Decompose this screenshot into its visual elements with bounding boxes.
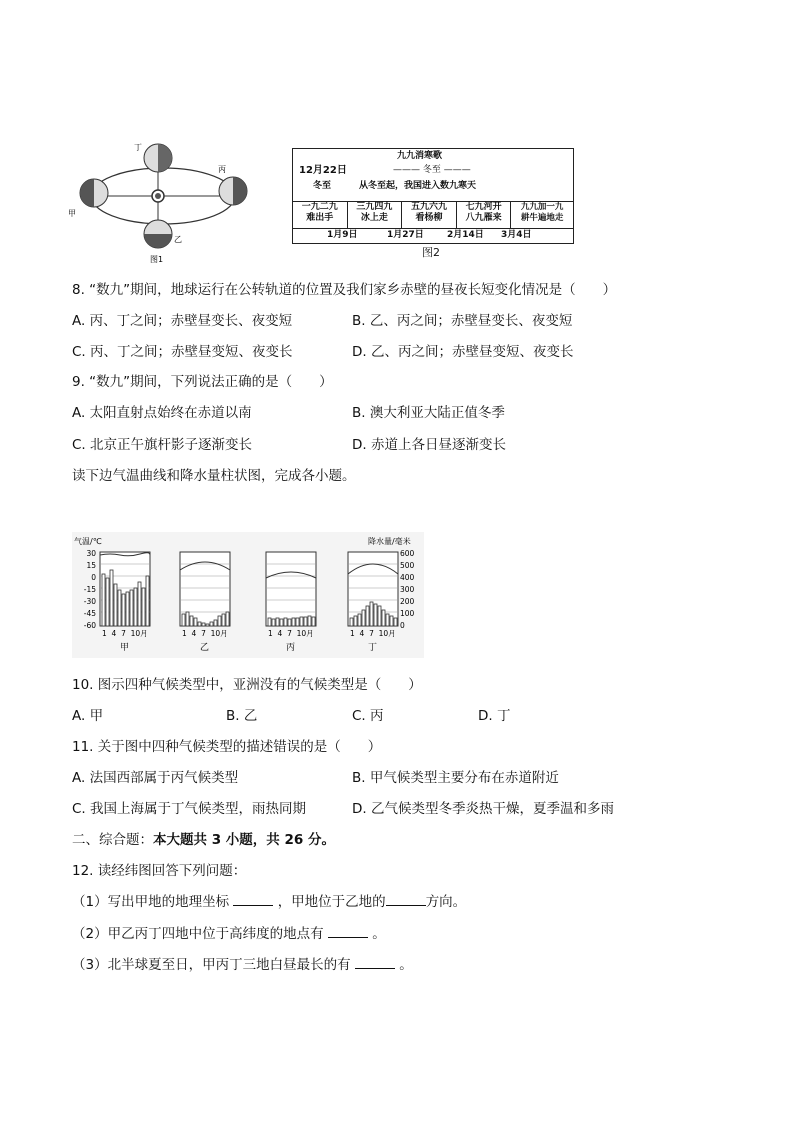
fig2-cell-1 — [348, 202, 403, 228]
month-tick-ding: 1 4 7 10月 — [350, 629, 396, 638]
q8-stem: 8. “数九”期间，地球运行在公转轨道的位置及我们家乡赤壁的昼夜长短变化情况是（ ） — [72, 282, 617, 298]
temp-tick: -15 — [83, 585, 96, 594]
fig2-title: 九九消寒歌 — [397, 151, 443, 161]
month-tick-yi: 1 4 7 10月 — [182, 629, 228, 638]
cell-line2: 冰上走 — [360, 213, 388, 223]
precip-axis-label: 降水量/毫米 — [368, 537, 411, 546]
q12-sub2 — [72, 925, 386, 943]
q8-option-c[interactable]: C. 丙、丁之间；赤壁昼变短、夜变长 — [72, 344, 293, 360]
fig2-solstice-line: ——— 冬至 ——— — [393, 165, 471, 175]
precip-tick: 100 — [400, 609, 415, 618]
earth-bing-icon — [219, 177, 247, 205]
section2-prefix: 二、综合题： — [72, 832, 153, 848]
fig2-cell-0 — [293, 202, 348, 228]
cell-line2: 八九雁来 — [465, 213, 502, 223]
cell-line1: 七九河开 — [465, 202, 502, 212]
panel-label-jia: 甲 — [120, 643, 130, 653]
q10-option-d[interactable]: D. 丁 — [478, 708, 511, 724]
precip-tick: 600 — [400, 549, 415, 558]
q11-option-a[interactable]: A. 法国西部属于丙气候类型 — [72, 770, 239, 786]
answer-blank-direction[interactable] — [386, 893, 426, 906]
fig2-cell-4 — [511, 202, 573, 228]
q12-s2-part1: （2）甲乙丙丁四地中位于高纬度的地点有 — [72, 926, 324, 942]
earth-ding-icon — [144, 144, 172, 172]
month-tick-bing: 1 4 7 10月 — [268, 629, 314, 638]
fig2-cell-3 — [457, 202, 512, 228]
q12-s3-part1: （3）北半球夏至日，甲丙丁三地白昼最长的有 — [72, 957, 351, 973]
cell-line1: 五九六九 — [410, 202, 447, 212]
precip-tick: 300 — [400, 585, 415, 594]
label-yi: 乙 — [174, 235, 182, 244]
orbit-figure — [68, 136, 268, 266]
label-jia: 甲 — [68, 209, 76, 218]
q12-stem: 12. 读经纬图回答下列问题： — [72, 863, 247, 879]
fig2-date-3: 3月4日 — [501, 230, 532, 240]
fig2-cells — [293, 201, 573, 229]
answer-blank-coordinate[interactable] — [233, 893, 273, 906]
q11-option-b[interactable]: B. 甲气候类型主要分布在赤道附近 — [352, 770, 559, 786]
q10-stem: 10. 图示四种气候类型中，亚洲没有的气候类型是（ ） — [72, 677, 422, 693]
cell-line1: 三九四九 — [356, 202, 393, 212]
q11-option-c[interactable]: C. 我国上海属于丁气候类型，雨热同期 — [72, 801, 307, 817]
precip-tick: 0 — [400, 621, 405, 630]
q9-option-a[interactable]: A. 太阳直射点始终在赤道以南 — [72, 405, 252, 421]
precip-tick: 500 — [400, 561, 415, 570]
cell-line1: 九九加一九 — [520, 202, 564, 212]
label-ding: 丁 — [134, 143, 142, 152]
q8-option-a[interactable]: A. 丙、丁之间；赤壁昼变长、夜变短 — [72, 313, 293, 329]
q9-stem: 9. “数九”期间，下列说法正确的是（ ） — [72, 374, 333, 390]
q12-s1-part2: ，甲地位于乙地的 — [277, 894, 386, 910]
panel-ding — [348, 552, 398, 626]
q9-option-c[interactable]: C. 北京正午旗杆影子逐渐变长 — [72, 437, 253, 453]
answer-blank-high-latitude[interactable] — [328, 925, 368, 938]
fig2-caption: 图2 — [422, 246, 440, 259]
q11-option-d[interactable]: D. 乙气候类型冬季炎热干燥，夏季温和多雨 — [352, 801, 614, 817]
q11-stem: 11. 关于图中四种气候类型的描述错误的是（ ） — [72, 739, 382, 755]
temp-axis-label: 气温/℃ — [74, 537, 102, 546]
temp-tick: -30 — [83, 597, 96, 606]
q12-s1-part3: 方向。 — [425, 894, 467, 910]
fig2-date-1: 1月27日 — [387, 230, 424, 240]
climate-figure — [72, 532, 424, 658]
temp-tick: 15 — [86, 561, 96, 570]
temp-ticks — [84, 549, 96, 630]
cell-line2: 耕牛遍地走 — [520, 213, 564, 223]
temp-tick: 30 — [86, 549, 96, 558]
climate-intro: 读下边气温曲线和降水量柱状图，完成各小题。 — [72, 468, 356, 484]
label-bing: 丙 — [218, 165, 226, 174]
q12-s2-part2: 。 — [372, 926, 386, 942]
temp-tick: -60 — [83, 621, 96, 630]
q10-option-c[interactable]: C. 丙 — [352, 708, 384, 724]
panel-labels — [120, 642, 377, 653]
section2-bold: 本大题共 3 小题，共 26 分。 — [153, 832, 335, 848]
precip-tick: 400 — [400, 573, 415, 582]
fig1-caption: 图1 — [150, 255, 164, 264]
q12-s1-part1: （1）写出甲地的地理坐标 — [72, 894, 230, 910]
cell-line2: 看杨柳 — [415, 213, 443, 223]
fig2-solstice-label: 冬至 — [313, 181, 332, 191]
q10-option-b[interactable]: B. 乙 — [226, 708, 258, 724]
fig2-date: 12月22日 — [299, 165, 347, 176]
fig2-date-0: 1月9日 — [327, 230, 358, 240]
q12-sub1 — [72, 893, 466, 911]
fig2-intro: 从冬至起，我国进入数九寒天 — [359, 181, 477, 191]
panel-label-ding: 丁 — [368, 643, 378, 653]
answer-blank-longest-day[interactable] — [355, 956, 395, 969]
cell-line1: 一九二九 — [301, 202, 338, 212]
panel-bing — [266, 552, 316, 626]
temp-tick: -45 — [83, 609, 96, 618]
cell-line2: 难出手 — [306, 213, 334, 223]
q12-s3-part2: 。 — [399, 957, 413, 973]
month-tick-jia: 1 4 7 10月 — [102, 629, 148, 638]
q8-option-b[interactable]: B. 乙、丙之间；赤壁昼变长、夜变短 — [352, 313, 573, 329]
sun-core — [155, 193, 161, 199]
temp-tick: 0 — [91, 573, 96, 582]
earth-jia-icon — [80, 179, 108, 207]
section2-heading — [72, 831, 335, 849]
q9-option-b[interactable]: B. 澳大利亚大陆正值冬季 — [352, 405, 505, 421]
fig2-solstice-line-text: 冬至 — [422, 165, 441, 175]
fig2-cell-2 — [402, 202, 457, 228]
q10-option-a[interactable]: A. 甲 — [72, 708, 104, 724]
fig2-table — [292, 148, 574, 244]
precip-ticks — [400, 549, 415, 630]
fig2-date-2: 2月14日 — [447, 230, 484, 240]
panel-label-bing: 丙 — [286, 643, 296, 653]
q8-option-d[interactable]: D. 乙、丙之间；赤壁昼变短、夜变长 — [352, 344, 574, 360]
panel-label-yi: 乙 — [200, 643, 210, 653]
precip-tick: 200 — [400, 597, 415, 606]
earth-yi-icon — [144, 220, 172, 248]
panel-yi — [180, 552, 230, 626]
month-ticks — [102, 629, 396, 638]
q12-sub3 — [72, 956, 413, 974]
q9-option-d[interactable]: D. 赤道上各日昼逐渐变长 — [352, 437, 506, 453]
panel-jia — [100, 552, 150, 626]
